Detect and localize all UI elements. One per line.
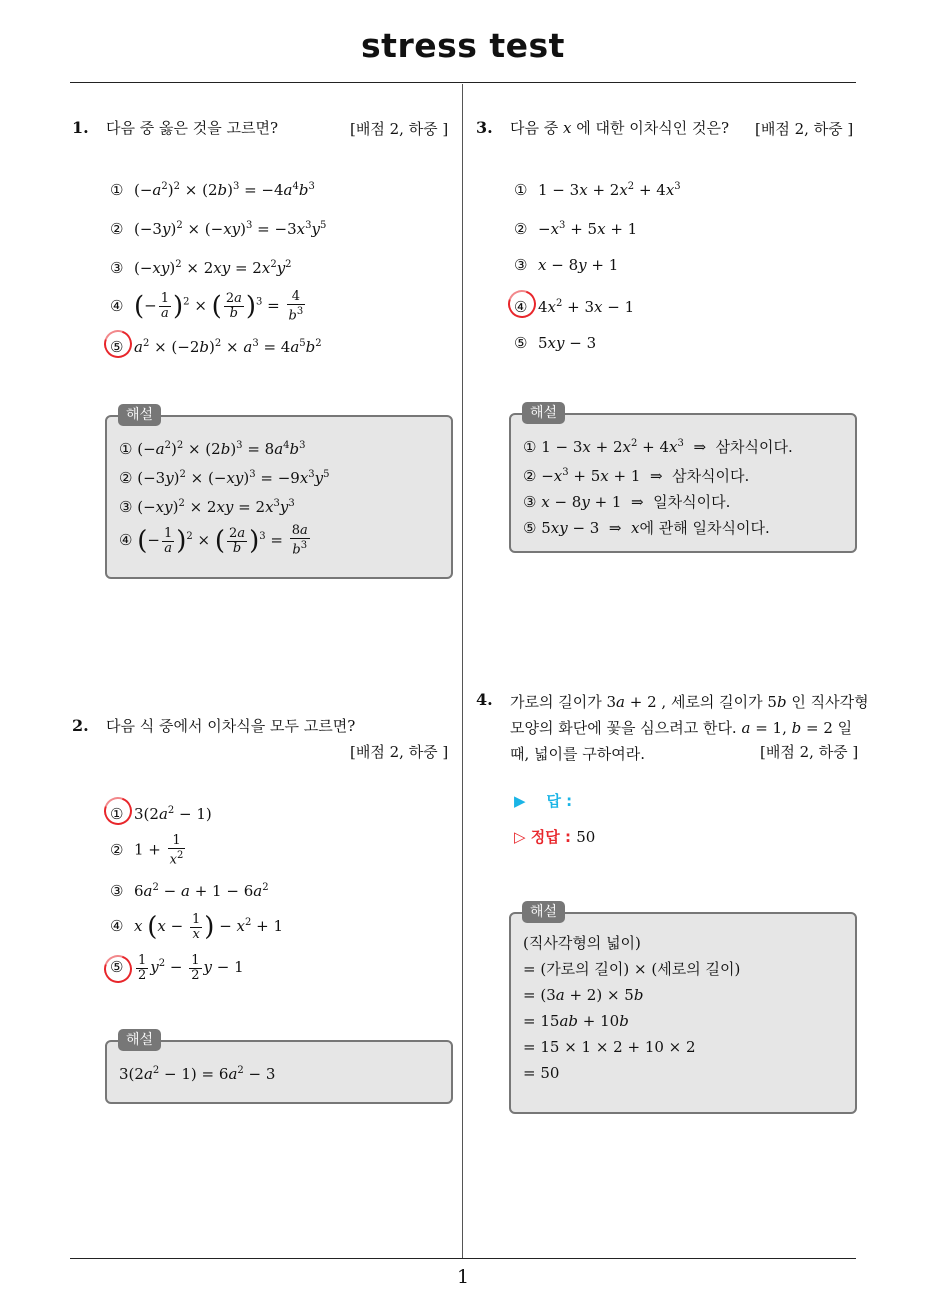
solution-label: 해설 (522, 402, 565, 424)
question-text: 다음 중 옳은 것을 고르면? (106, 119, 279, 137)
option-1[interactable]: ① $(-a^2)^2 \times (2b)^3 = -4a^4b^3$ (110, 181, 315, 199)
question-number: 2. (72, 716, 89, 735)
answer-line[interactable]: ▶ 답 : (514, 792, 573, 810)
option-1[interactable]: ① $3(2a^2 - 1)$ (110, 805, 212, 823)
option-1[interactable]: ① $1 - 3x + 2x^2 + 4x^3$ (514, 181, 681, 199)
option-2[interactable]: ② $(-3y)^2 \times (-xy)^3 = -3x^3y^5$ (110, 220, 327, 238)
solution-label: 해설 (522, 901, 565, 923)
solution-label: 해설 (118, 1029, 161, 1051)
solution-label: 해설 (118, 404, 161, 426)
option-mark: ⑤ (514, 334, 528, 352)
option-mark: ④ (110, 296, 124, 315)
option-5[interactable]: ⑤ $a^2 \times (-2b)^2 \times a^3 = 4a^5b^2$ (110, 338, 322, 356)
play-arrow-icon: ▶ (514, 792, 526, 810)
question-number: 4. (476, 690, 493, 709)
solution-box: (직사각형의 넓이) = (가로의 길이) × (세로의 길이) = (3a + 2) × 5b = 15ab + 10b = 15 × 1 × 2 + 10 × 2 = 50 (509, 912, 857, 1114)
question-number: 1. (72, 118, 89, 137)
option-5[interactable]: ⑤ $\frac{1}{2}$ $y^2$ − $\frac{1}{2}$ y − 1 (110, 952, 244, 983)
option-mark: ③ (110, 259, 124, 277)
correct-answer-line: ▷ 정답 : 50 (514, 828, 596, 846)
option-5[interactable]: ⑤ 5xy − 3 (514, 334, 597, 352)
solution-box: $3(2a^2 - 1) = 6a^2 - 3$ (105, 1040, 453, 1104)
solution-box: ① $(-a^2)^2 \times (2b)^3 = 8a^4b^3$ ② $(-3y)^2 \times (-xy)^3 = -9x^3y^5$ ③ $(-xy)^2 \times 2xy = 2x^3y^3$ ④ (− $\frac{1}{a}$ )$^2$ × ( $\frac{2a}{b}$ )$^3$ = $\frac{8a}{b^3}$ (105, 415, 453, 579)
outline-arrow-icon: ▷ (514, 828, 526, 846)
option-mark: ② (110, 220, 124, 238)
bottom-rule (70, 1258, 856, 1259)
option-mark: ⑤ (110, 958, 124, 976)
solution-box: ① $1 - 3x + 2x^2 + 4x^3$ ⇒ 삼차식이다. ② $-x^3 + 5x + 1$ ⇒ 삼차식이다. ③ x − 8y + 1 ⇒ 일차식이다. ⑤ 5xy − 3 ⇒ x에 관해 일차식이다. (509, 413, 857, 553)
column-divider (462, 84, 463, 1258)
option-3[interactable]: ③ x − 8y + 1 (514, 256, 619, 274)
question-text: 가로의 길이가 3a + 2 , 세로의 길이가 5b 인 직사각형 모양의 화단에 꽃을 심으려고 한다. a = 1, b = 2 일 때, 넓이를 구하여라. (510, 693, 869, 763)
option-mark: ④ (514, 298, 528, 316)
option-mark: ③ (110, 882, 124, 900)
option-3[interactable]: ③ $6a^2 - a + 1 - 6a^2$ (110, 882, 269, 900)
question-meta: [배점 2, 하중 ] (760, 743, 859, 761)
page-title: stress test (361, 26, 565, 65)
option-mark: ⑤ (110, 338, 124, 356)
option-4[interactable]: ④ x (x − $\frac{1}{x}$ ) − $x^2 + 1$ (110, 911, 284, 942)
option-mark: ① (110, 805, 124, 823)
question-meta: [배점 2, 하중 ] (350, 120, 449, 138)
question-number: 3. (476, 118, 493, 137)
option-4[interactable]: ④ $4x^2 + 3x - 1$ (514, 298, 635, 316)
question-text: 다음 식 중에서 이차식을 모두 고르면? (106, 717, 356, 735)
option-mark: ① (514, 181, 528, 199)
option-4[interactable]: ④ (− $\frac{1}{a}$ )$^2$ × ( $\frac{2a}{b}$ )$^3$ = $\frac{4}{b^3}$ (110, 289, 304, 324)
option-2[interactable]: ② 1 + $\frac{1}{x^2}$ (110, 833, 184, 868)
option-2[interactable]: ② $-x^3 + 5x + 1$ (514, 220, 638, 238)
option-3[interactable]: ③ $(-xy)^2 \times 2xy = 2x^2y^2$ (110, 259, 292, 277)
question-meta: [배점 2, 하중 ] (755, 120, 854, 138)
question-meta: [배점 2, 하중 ] (350, 743, 449, 761)
option-mark: ② (110, 840, 124, 859)
option-mark: ③ (514, 256, 528, 274)
page-number: 1 (456, 1266, 470, 1288)
option-mark: ② (514, 220, 528, 238)
top-rule (70, 82, 856, 83)
option-mark: ① (110, 181, 124, 199)
question-text: 다음 중 x 에 대한 이차식인 것은? (510, 119, 730, 137)
option-mark: ④ (110, 917, 124, 935)
